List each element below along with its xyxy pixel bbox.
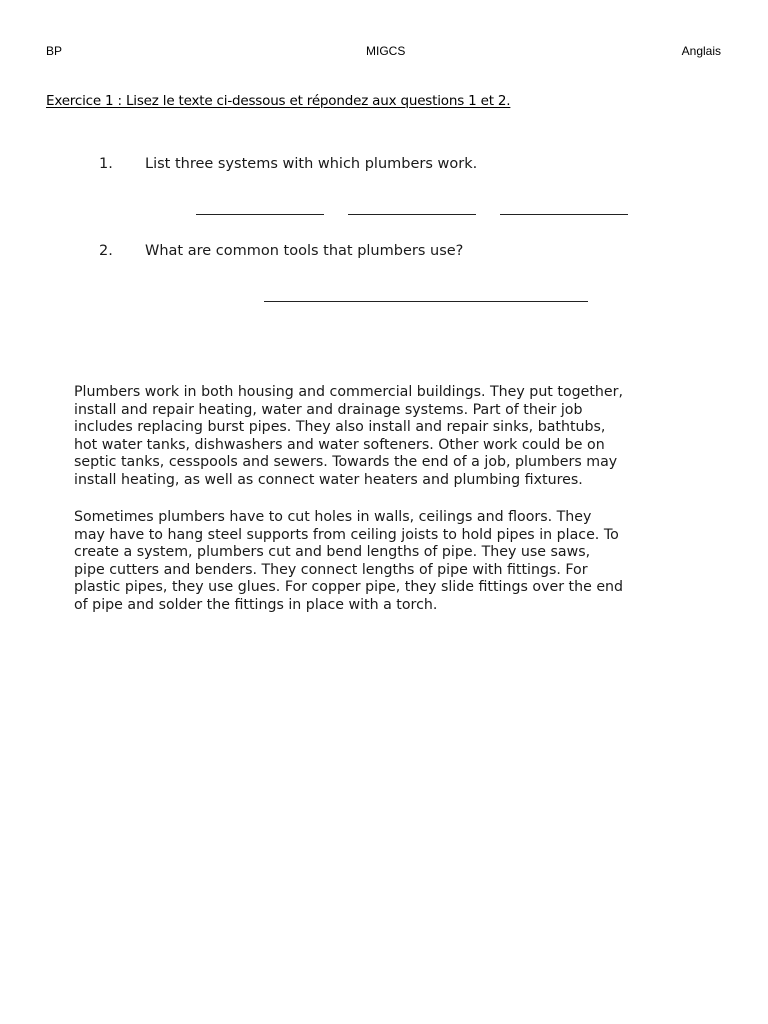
passage-line: septic tanks, cesspools and sewers. Towards the end of a job, plumbers may — [74, 454, 618, 471]
passage-line: create a system, plumbers cut and bend lengths of pipe. They use saws, — [74, 544, 591, 561]
passage-paragraph-1 — [74, 384, 714, 490]
exercise-instruction: Exercice 1 : Lisez le texte ci-dessous et répondez aux questions 1 et 2. — [46, 93, 511, 109]
answer-line-1c — [500, 214, 628, 215]
passage-paragraph-2 — [74, 509, 714, 615]
passage-line: Sometimes plumbers have to cut holes in walls, ceilings and floors. They — [74, 509, 592, 525]
passage-line: Plumbers work in both housing and commercial buildings. They put together, — [74, 384, 623, 400]
question-1-text: List three systems with which plumbers work. — [145, 156, 478, 172]
answer-line-1b — [348, 214, 476, 215]
passage-line: hot water tanks, dishwashers and water softeners. Other work could be on — [74, 436, 605, 453]
question-2 — [99, 243, 463, 259]
question-1 — [99, 156, 477, 172]
passage-line: of pipe and solder the fittings in place with a torch. — [74, 596, 438, 613]
answer-line-1a — [196, 214, 324, 215]
passage-line: may have to hang steel supports from ceiling joists to hold pipes in place. To — [74, 526, 619, 543]
passage-line: pipe cutters and benders. They connect lengths of pipe with fittings. For — [74, 561, 588, 578]
question-1-number: 1. — [99, 156, 113, 172]
passage-line: install and repair heating, water and drainage systems. Part of their job — [74, 401, 583, 418]
passage-line: includes replacing burst pipes. They also install and repair sinks, bathtubs, — [74, 419, 606, 436]
question-2-text: What are common tools that plumbers use? — [145, 243, 464, 259]
header-subject: Anglais — [681, 44, 721, 58]
header-level: BP — [46, 44, 63, 58]
answer-line-2 — [264, 301, 588, 302]
passage-line: plastic pipes, they use glues. For copper pipe, they slide fittings over the end — [74, 579, 624, 596]
header-course: MIGCS — [366, 44, 406, 58]
question-2-number: 2. — [99, 243, 113, 259]
passage-line: install heating, as well as connect water heaters and plumbing fixtures. — [74, 471, 583, 488]
